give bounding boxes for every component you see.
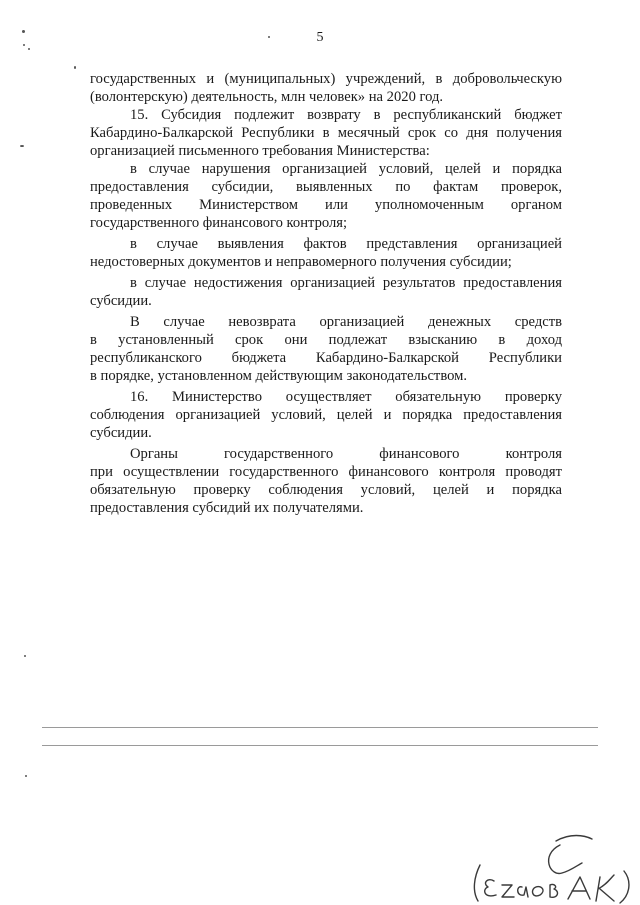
- scan-speck: [24, 655, 26, 657]
- scan-speck: [28, 48, 30, 50]
- text-line: республиканского бюджета Кабардино-Балкарской Республики: [90, 350, 562, 366]
- text-line: соблюдения организацией условий, целей и порядка предоставления: [90, 407, 562, 423]
- paragraph: [90, 445, 562, 517]
- handwritten-signature: [460, 815, 640, 905]
- text-line: в случае недостижения организацией результатов предоставления: [130, 275, 562, 291]
- document-body: [90, 70, 562, 517]
- text-line: Органы государственного финансового контроля: [130, 446, 562, 462]
- paragraph: [90, 388, 562, 442]
- text-line: В случае невозврата организацией денежных средств: [130, 314, 562, 330]
- text-line: при осуществлении государственного финансового контроля проводят: [90, 464, 562, 480]
- text-line: организацией письменного требования Министерства:: [90, 143, 430, 159]
- scan-speck: [22, 30, 25, 33]
- text-line: государственного финансового контроля;: [90, 215, 348, 231]
- text-line: государственных и (муниципальных) учреждений, в добровольческую: [90, 71, 562, 87]
- scan-speck: [23, 44, 25, 46]
- paragraph: [90, 274, 562, 310]
- text-line: обязательную проверку соблюдения условий, целей и порядка: [90, 482, 562, 498]
- text-line: в случае нарушения организацией условий, целей и порядка: [130, 161, 562, 177]
- text-line: 16. Министерство осуществляет обязательную проверку: [130, 389, 562, 405]
- page-number: 5: [316, 30, 324, 45]
- paragraph: [90, 160, 562, 232]
- text-line: (волонтерскую) деятельность, млн человек» на 2020 год.: [90, 89, 444, 105]
- scan-speck: [74, 66, 76, 69]
- scan-speck: [268, 36, 270, 38]
- paragraph: [90, 70, 562, 106]
- text-line: 15. Субсидия подлежит возврату в республиканский бюджет: [130, 107, 562, 123]
- text-line: в установленный срок они подлежат взысканию в доход: [90, 332, 562, 348]
- paragraph: [90, 235, 562, 271]
- text-line: Кабардино-Балкарской Республики в месячный срок со дня получения: [90, 125, 562, 141]
- scan-rule: [42, 745, 598, 746]
- text-line: недостоверных документов и неправомерного получения субсидии;: [90, 254, 512, 270]
- text-line: субсидии.: [90, 293, 152, 309]
- paragraph: [90, 313, 562, 385]
- scan-rule: [42, 727, 598, 728]
- text-line: субсидии.: [90, 425, 152, 441]
- paragraph: [90, 106, 562, 160]
- text-line: предоставления субсидий их получателями.: [90, 500, 364, 516]
- text-line: в случае выявления фактов представления организацией: [130, 236, 562, 252]
- text-line: проведенных Министерством или уполномоченным органом: [90, 197, 562, 213]
- text-line: в порядке, установленном действующим законодательством.: [90, 368, 468, 384]
- text-line: предоставления субсидии, выявленных по фактам проверок,: [90, 179, 562, 195]
- scan-speck: [25, 775, 27, 777]
- scan-speck: [20, 145, 24, 147]
